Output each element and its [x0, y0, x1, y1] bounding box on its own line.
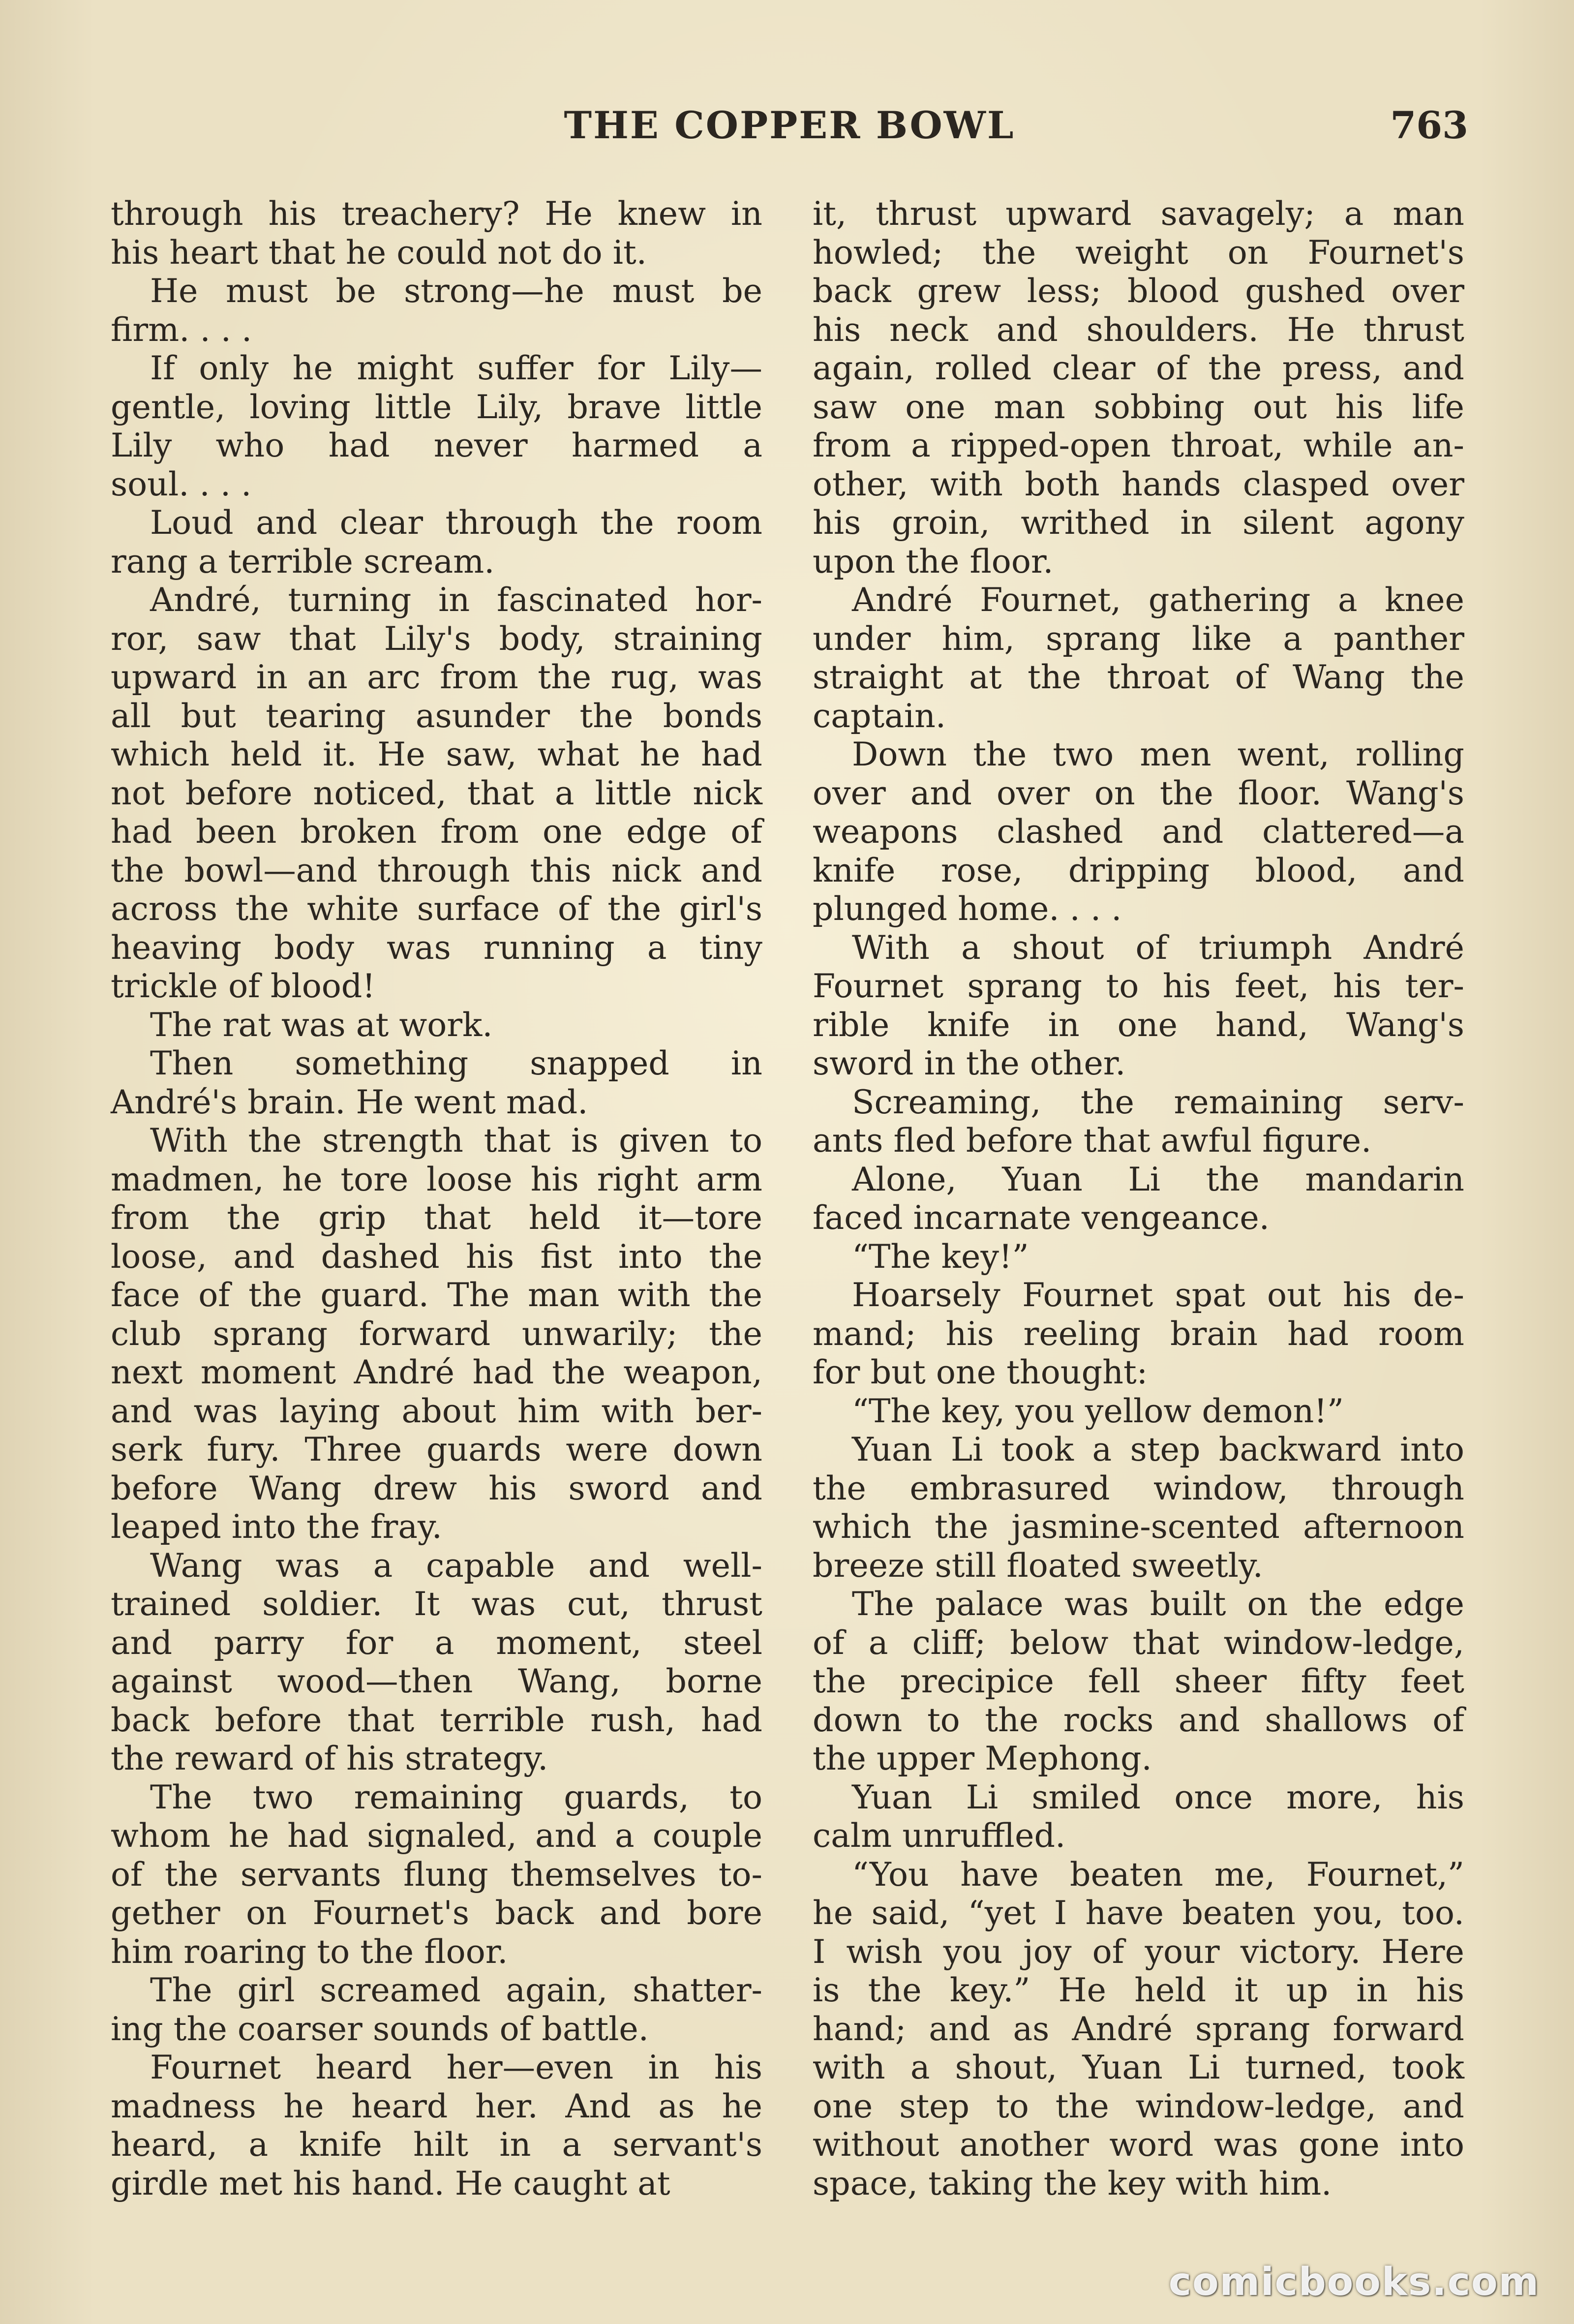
- paragraph: [111, 1044, 762, 1121]
- paragraph: [813, 581, 1464, 735]
- text-line: ror, saw that Lily's body, straining: [111, 619, 762, 658]
- paragraph: [813, 928, 1464, 1083]
- paragraph: [111, 581, 762, 1006]
- text-line: the upper Mephong.: [813, 1739, 1152, 1777]
- text-line: next moment André had the weapon,: [111, 1353, 762, 1391]
- text-line: him roaring to the floor.: [111, 1932, 508, 1971]
- paragraph: [111, 349, 762, 503]
- paragraph: [813, 1778, 1464, 1855]
- text-line: The palace was built on the edge: [852, 1585, 1464, 1623]
- text-line: He must be strong—he must be: [150, 272, 762, 310]
- text-line: howled; the weight on Fournet's: [813, 233, 1464, 272]
- text-line: trickle of blood!: [111, 967, 376, 1005]
- text-line: André, turning in fascinated hor-: [150, 581, 762, 619]
- text-line: sword in the other.: [813, 1044, 1126, 1082]
- text-line: club sprang forward unwarily; the: [111, 1314, 762, 1353]
- text-line: Yuan Li took a step backward into: [852, 1430, 1464, 1468]
- paragraph: [111, 2048, 762, 2202]
- paragraph: [111, 272, 762, 349]
- text-line: Then something snapped in: [150, 1044, 762, 1082]
- paragraph: [813, 1237, 1464, 1276]
- text-line: had been broken from one edge of: [111, 812, 762, 851]
- text-line: Wang was a capable and well-: [150, 1546, 762, 1585]
- text-line: face of the guard. The man with the: [111, 1276, 762, 1314]
- text-line: loose, and dashed his fist into the: [111, 1237, 762, 1276]
- text-line: it, thrust upward savagely; a man: [813, 194, 1464, 233]
- text-line: weapons clashed and clattered—a: [813, 812, 1464, 851]
- text-line: through his treachery? He knew in: [111, 194, 762, 233]
- text-line: which held it. He saw, what he had: [111, 735, 762, 773]
- text-line: André Fournet, gathering a knee: [852, 581, 1464, 619]
- text-line: Fournet sprang to his feet, his ter-: [813, 967, 1464, 1005]
- text-line: space, taking the key with him.: [813, 2164, 1332, 2202]
- text-line: whom he had signaled, and a couple: [111, 1816, 762, 1855]
- text-line: heaving body was running a tiny: [111, 928, 762, 967]
- text-line: Screaming, the remaining serv-: [852, 1082, 1464, 1121]
- text-line: over and over on the floor. Wang's: [813, 773, 1464, 812]
- paragraph: [111, 1778, 762, 1971]
- paragraph: [111, 1006, 762, 1044]
- text-line: With the strength that is given to: [150, 1121, 762, 1160]
- paragraph: [813, 1855, 1464, 2203]
- text-line: gentle, loving little Lily, brave little: [111, 387, 762, 426]
- text-line: against wood—then Wang, borne: [111, 1662, 762, 1700]
- text-line: The girl screamed again, shatter-: [150, 1971, 762, 2009]
- text-line: down to the rocks and shallows of: [813, 1700, 1464, 1739]
- text-line: for but one thought:: [813, 1353, 1148, 1391]
- left-text-column: [111, 194, 762, 2202]
- paragraph: [111, 503, 762, 581]
- text-line: from a ripped-open throat, while an-: [813, 426, 1464, 464]
- right-text-column: [813, 194, 1464, 2202]
- text-line: of the servants flung themselves to-: [111, 1855, 762, 1894]
- text-line: hand; and as André sprang forward: [813, 2009, 1464, 2048]
- text-line: gether on Fournet's back and bore: [111, 1894, 762, 1932]
- text-line: girdle met his hand. He caught at: [111, 2164, 670, 2202]
- watermark-logo: comicbooks.com: [1168, 2260, 1540, 2304]
- text-line: faced incarnate vengeance.: [813, 1198, 1270, 1237]
- paragraph: [813, 1160, 1464, 1237]
- text-line: of a cliff; below that window-ledge,: [813, 1623, 1464, 1662]
- text-line: upward in an arc from the rug, was: [111, 658, 762, 696]
- text-line: from the grip that held it—tore: [111, 1198, 762, 1237]
- text-line: across the white surface of the girl's: [111, 889, 762, 928]
- text-line: mand; his reeling brain had room: [813, 1314, 1464, 1353]
- text-line: without another word was gone into: [813, 2125, 1464, 2164]
- text-line: the reward of his strategy.: [111, 1739, 548, 1777]
- text-line: calm unruffled.: [813, 1816, 1066, 1855]
- text-line: madmen, he tore loose his right arm: [111, 1160, 762, 1198]
- text-line: not before noticed, that a little nick: [111, 773, 762, 812]
- text-line: and was laying about him with ber-: [111, 1391, 762, 1430]
- text-line: If only he might suffer for Lily—: [150, 349, 762, 387]
- text-line: trained soldier. It was cut, thrust: [111, 1585, 762, 1623]
- page-header: [111, 98, 1468, 153]
- text-line: his neck and shoulders. He thrust: [813, 310, 1464, 349]
- paragraph: [813, 1585, 1464, 1778]
- text-line: leaped into the fray.: [111, 1507, 442, 1546]
- text-line: firm. . . .: [111, 310, 252, 349]
- paragraph: [111, 1121, 762, 1546]
- text-line: “The key!”: [852, 1237, 1029, 1276]
- text-line: the embrasured window, through: [813, 1468, 1464, 1507]
- text-line: his groin, writhed in silent agony: [813, 503, 1464, 542]
- page-number: 763: [1390, 103, 1468, 147]
- text-line: plunged home. . . .: [813, 889, 1122, 928]
- text-line: I wish you joy of your victory. Here: [813, 1932, 1464, 1971]
- text-line: Fournet heard her—even in his: [150, 2048, 762, 2086]
- text-line: all but tearing asunder the bonds: [111, 696, 762, 735]
- text-line: heard, a knife hilt in a servant's: [111, 2125, 762, 2164]
- paragraph: [813, 1083, 1464, 1160]
- paragraph: [813, 1430, 1464, 1585]
- text-line: Hoarsely Fournet spat out his de-: [852, 1276, 1464, 1314]
- text-line: Lily who had never harmed a: [111, 426, 762, 464]
- text-line: the precipice fell sheer fifty feet: [813, 1662, 1464, 1700]
- text-line: rible knife in one hand, Wang's: [813, 1005, 1464, 1044]
- text-line: ing the coarser sounds of battle.: [111, 2009, 649, 2048]
- text-line: breeze still floated sweetly.: [813, 1546, 1263, 1585]
- paragraph: [111, 194, 762, 272]
- text-line: and parry for a moment, steel: [111, 1623, 762, 1662]
- paragraph: [111, 1546, 762, 1778]
- text-line: back before that terrible rush, had: [111, 1700, 762, 1739]
- text-line: captain.: [813, 696, 946, 735]
- text-line: back grew less; blood gushed over: [813, 272, 1464, 310]
- text-line: before Wang drew his sword and: [111, 1468, 762, 1507]
- text-line: soul. . . .: [111, 464, 252, 503]
- text-line: his heart that he could not do it.: [111, 233, 647, 272]
- text-line: André's brain. He went mad.: [111, 1082, 588, 1121]
- text-line: the bowl—and through this nick and: [111, 851, 762, 889]
- text-line: under him, sprang like a panther: [813, 619, 1464, 658]
- text-line: knife rose, dripping blood, and: [813, 851, 1464, 889]
- text-line: The two remaining guards, to: [150, 1777, 762, 1816]
- text-line: serk fury. Three guards were down: [111, 1430, 762, 1468]
- text-line: again, rolled clear of the press, and: [813, 349, 1464, 387]
- text-line: straight at the throat of Wang the: [813, 658, 1464, 696]
- text-line: Loud and clear through the room: [150, 503, 762, 542]
- paragraph: [813, 194, 1464, 581]
- text-line: upon the floor.: [813, 542, 1054, 581]
- text-line: which the jasmine-scented afternoon: [813, 1507, 1464, 1546]
- text-line: Alone, Yuan Li the mandarin: [852, 1160, 1464, 1198]
- paragraph: [111, 1971, 762, 2048]
- text-line: madness he heard her. And as he: [111, 2086, 762, 2125]
- paragraph: [813, 735, 1464, 928]
- text-line: The rat was at work.: [150, 1005, 493, 1044]
- text-line: With a shout of triumph André: [852, 928, 1464, 967]
- text-line: saw one man sobbing out his life: [813, 387, 1464, 426]
- text-line: other, with both hands clasped over: [813, 464, 1464, 503]
- text-line: “You have beaten me, Fournet,”: [852, 1855, 1464, 1894]
- text-line: with a shout, Yuan Li turned, took: [813, 2048, 1464, 2086]
- text-line: Down the two men went, rolling: [852, 735, 1464, 773]
- text-line: “The key, you yellow demon!”: [852, 1391, 1344, 1430]
- paragraph: [813, 1276, 1464, 1392]
- paragraph: [813, 1392, 1464, 1431]
- running-head: THE COPPER BOWL: [564, 103, 1015, 147]
- text-line: ants fled before that awful figure.: [813, 1121, 1372, 1160]
- text-line: rang a terrible scream.: [111, 542, 495, 581]
- text-line: Yuan Li smiled once more, his: [852, 1777, 1464, 1816]
- text-line: is the key.” He held it up in his: [813, 1971, 1464, 2009]
- text-line: one step to the window-ledge, and: [813, 2086, 1464, 2125]
- text-line: he said, “yet I have beaten you, too.: [813, 1894, 1464, 1932]
